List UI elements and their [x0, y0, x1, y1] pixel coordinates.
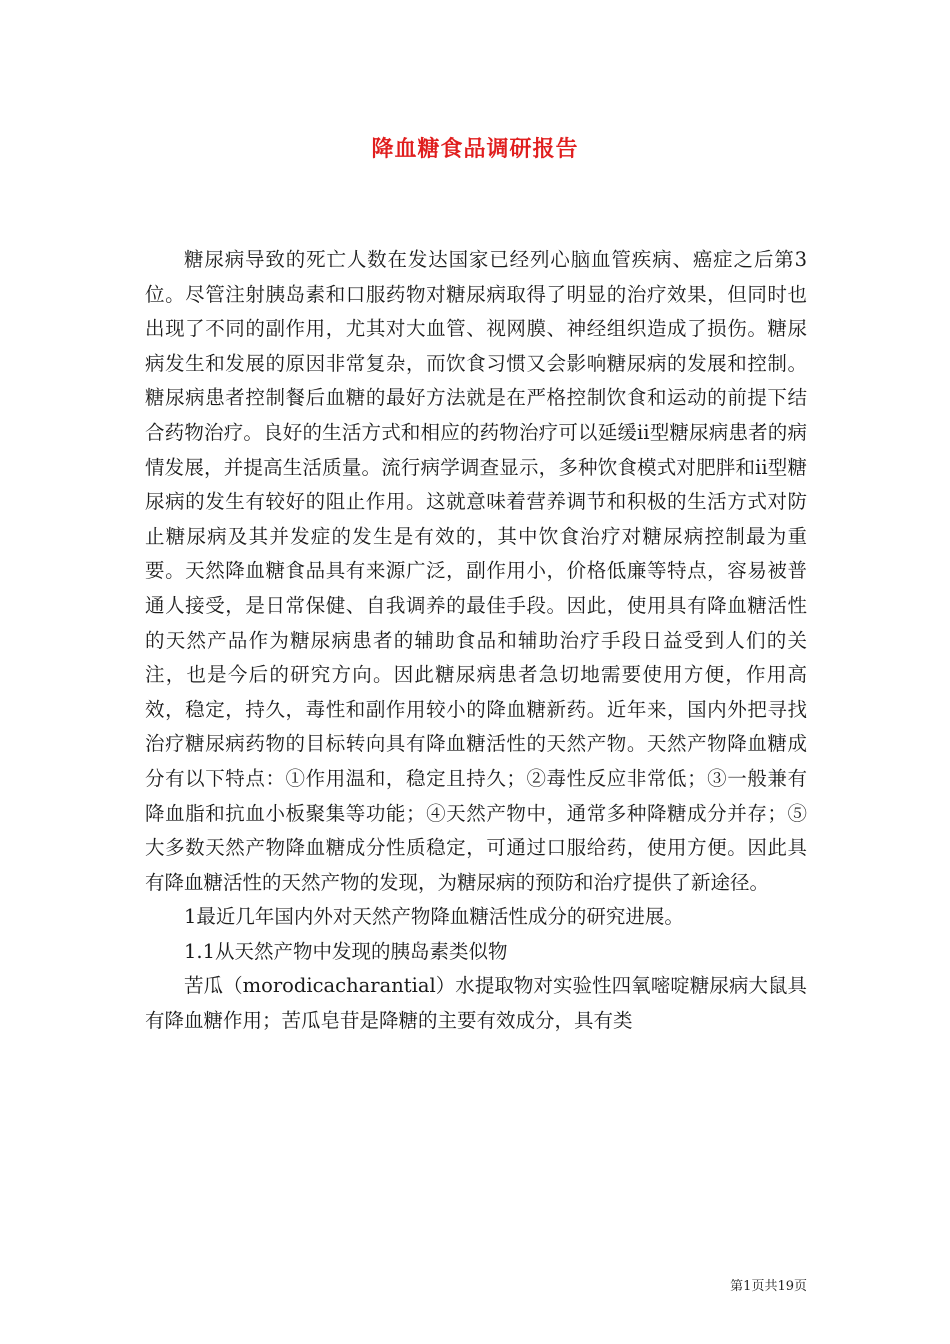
- paragraph-intro: 糖尿病导致的死亡人数在发达国家已经列心脑血管疾病、癌症之后第3位。尽管注射胰岛素和口服药物对糖尿病取得了明显的治疗效果，但同时也出现了不同的副作用，尤其对大血管、视网膜、神经组织造成了损伤。糖尿病发生和发展的原因非常复杂，而饮食习惯又会影响糖尿病的发展和控制。糖尿病患者控制餐后血糖的最好方法就是在严格控制饮食和运动的前提下结合药物治疗。良好的生活方式和相应的药物治疗可以延缓ii型糖尿病患者的病情发展，并提高生活质量。流行病学调查显示，多种饮食模式对肥胖和ii型糖尿病的发生有较好的阻止作用。这就意味着营养调节和积极的生活方式对防止糖尿病及其并发症的发生是有效的，其中饮食治疗对糖尿病控制最为重要。天然降血糖食品具有来源广泛，副作用小，价格低廉等特点，容易被普通人接受，是日常保健、自我调养的最佳手段。因此，使用具有降血糖活性的天然产品作为糖尿病患者的辅助食品和辅助治疗手段日益受到人们的关注，也是今后的研究方向。因此糖尿病患者急切地需要使用方便，作用高效，稳定，持久，毒性和副作用较小的降血糖新药。近年来，国内外把寻找治疗糖尿病药物的目标转向具有降血糖活性的天然产物。天然产物降血糖成分有以下特点：①作用温和，稳定且持久；②毒性反应非常低；③一般兼有降血脂和抗血小板聚集等功能；④天然产物中，通常多种降糖成分并存；⑤大多数天然产物降血糖成分性质稳定，可通过口服给药，使用方便。因此具有降血糖活性的天然产物的发现，为糖尿病的预防和治疗提供了新途径。: [145, 248, 807, 894]
- paragraph-section-1: 1最近几年国内外对天然产物降血糖活性成分的研究进展。: [184, 905, 684, 929]
- paragraph-subsection-1-1: 1.1从天然产物中发现的胰岛素类似物: [184, 939, 508, 963]
- document-body: [145, 243, 807, 1039]
- paragraph-bitter-melon: 苦瓜（morodicacharantial）水提取物对实验性四氧嘧啶糖尿病大鼠具有降血糖作用；苦瓜皂苷是降糖的主要有效成分，具有类: [145, 974, 807, 1033]
- document-title: 降血糖食品调研报告: [371, 136, 579, 162]
- page-number: 第1页共19页: [730, 1279, 807, 1294]
